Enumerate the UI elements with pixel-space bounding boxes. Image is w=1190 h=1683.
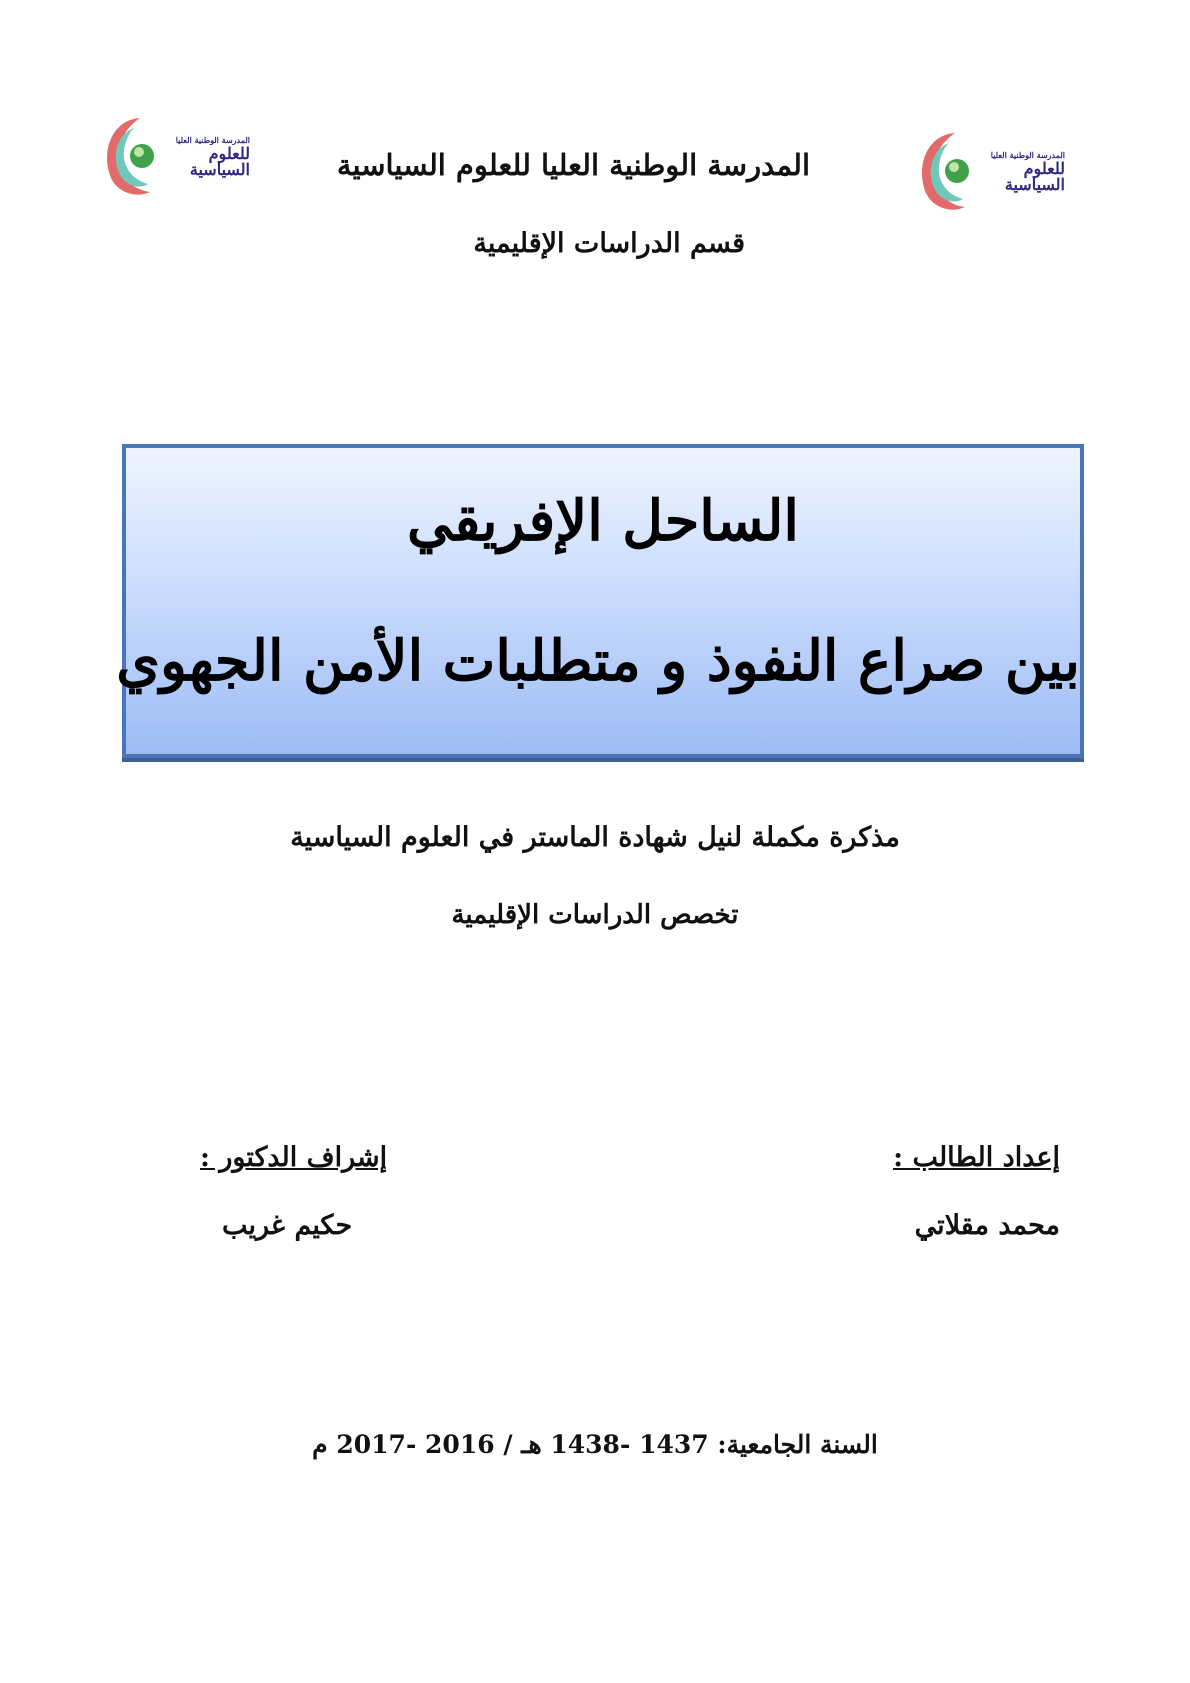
- supervisor-name: حكيم غريب: [222, 1210, 353, 1241]
- title-line-2: بين صراع النفوذ و متطلبات الأمن الجهوي: [116, 628, 1080, 694]
- department-name: قسم الدراسات الإقليمية: [473, 228, 745, 259]
- school-name: المدرسة الوطنية العليا للعلوم السياسية: [336, 148, 810, 182]
- school-logo-left: [100, 110, 250, 200]
- supervisor-label: إشراف الدكتور :: [200, 1142, 388, 1173]
- specialization: تخصص الدراسات الإقليمية: [451, 900, 739, 930]
- title-line-1: الساحل الإفريقي: [407, 488, 799, 554]
- logo-small-text: المدرسة الوطنية العليا: [175, 135, 250, 145]
- academic-year: السنة الجامعية: 1437 -1438 هـ / 2016 -2017 م: [312, 1430, 878, 1459]
- school-logo-right: [915, 125, 1065, 215]
- logo-caption: [150, 136, 250, 178]
- title-box: [116, 444, 1084, 758]
- student-label: إعداد الطالب :: [893, 1142, 1060, 1173]
- thesis-description: مذكرة مكملة لنيل شهادة الماستر في العلوم السياسية: [290, 822, 900, 853]
- student-name: محمد مقلاتي: [914, 1210, 1060, 1241]
- logo-big-text: للعلوم السياسية: [189, 144, 250, 179]
- logo-small-text: المدرسة الوطنية العليا: [990, 150, 1065, 160]
- logo-caption: [965, 151, 1065, 193]
- logo-big-text: للعلوم السياسية: [1004, 159, 1065, 194]
